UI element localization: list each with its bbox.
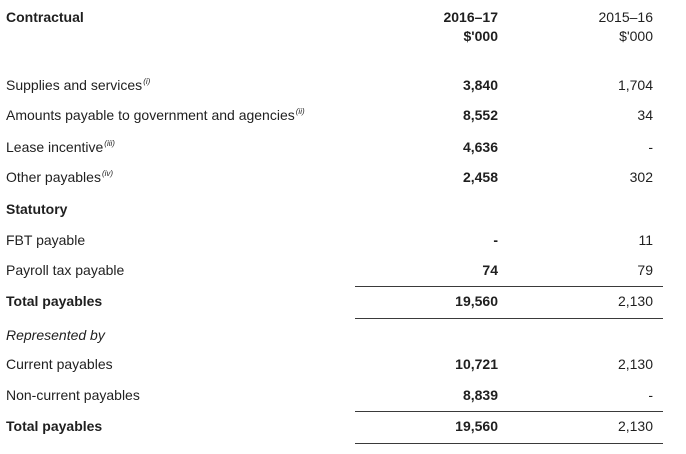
- section-title-statutory: Statutory: [6, 201, 68, 217]
- value-2015-16: 34: [637, 107, 653, 123]
- column-header-2016-17: [443, 8, 498, 46]
- value-2015-16: -: [648, 139, 653, 155]
- value-2016-17: 8,552: [462, 107, 498, 123]
- header-row: [0, 8, 686, 28]
- total-row: [0, 417, 686, 437]
- value-2015-16: 2,130: [617, 418, 653, 434]
- total-row: [0, 292, 686, 312]
- value-2016-17: 8,839: [462, 387, 498, 403]
- table-row: [0, 355, 686, 375]
- row-label: FBT payable: [6, 232, 86, 248]
- column-header-unit: $'000: [463, 28, 498, 44]
- footnote-ref: (ii): [295, 107, 305, 116]
- value-2016-17: 10,721: [455, 356, 498, 372]
- value-2015-16: 79: [637, 262, 653, 278]
- value-2015-16: 302: [629, 169, 653, 185]
- subtotal-rule: [355, 411, 663, 412]
- total-rule: [355, 318, 663, 319]
- value-2015-16: 2,130: [617, 293, 653, 309]
- value-2016-17: 74: [482, 262, 498, 278]
- column-header-year: 2016–17: [443, 9, 498, 25]
- value-2016-17: 3,840: [462, 77, 498, 93]
- table-row: [0, 168, 686, 188]
- footnote-ref: (iv): [101, 169, 114, 178]
- table-row: [0, 106, 686, 126]
- table-row: [0, 386, 686, 406]
- total-rule: [355, 443, 663, 444]
- value-2015-16: 1,704: [617, 77, 653, 93]
- column-header-unit: $'000: [619, 28, 653, 44]
- table-row: [0, 76, 686, 96]
- table-row: [0, 261, 686, 281]
- column-header-year: 2015–16: [598, 9, 653, 25]
- row-label: Current payables: [6, 356, 113, 372]
- subtotal-rule: [355, 286, 663, 287]
- section-title-contractual: Contractual: [6, 9, 84, 25]
- value-2015-16: 11: [638, 232, 653, 248]
- value-2015-16: 2,130: [617, 356, 653, 372]
- value-2016-17: 2,458: [462, 169, 498, 185]
- footnote-ref: (i): [143, 77, 151, 86]
- table-row: [0, 138, 686, 158]
- section-row-represented-by: [0, 326, 686, 346]
- value-2016-17: -: [493, 232, 498, 248]
- row-label: Payroll tax payable: [6, 262, 125, 278]
- row-label: Total payables: [6, 293, 103, 309]
- section-title-represented-by: Represented by: [6, 327, 105, 343]
- table-row: [0, 231, 686, 251]
- value-2016-17: 19,560: [455, 293, 498, 309]
- value-2016-17: 19,560: [455, 418, 498, 434]
- value-2015-16: -: [648, 387, 653, 403]
- row-label: Supplies and services$^{(i)}$: [6, 77, 151, 93]
- row-label: Non-current payables: [6, 387, 140, 403]
- section-row-statutory: [0, 200, 686, 220]
- row-label: Amounts payable to government and agencies$^{(ii)}$: [6, 107, 305, 123]
- row-label: Lease incentive$^{(iii)}$: [6, 139, 115, 155]
- row-label: Total payables: [6, 418, 103, 434]
- column-header-2015-16: [598, 8, 653, 46]
- value-2016-17: 4,636: [462, 139, 498, 155]
- row-label: Other payables$^{(iv)}$: [6, 169, 114, 185]
- footnote-ref: (iii): [104, 139, 115, 148]
